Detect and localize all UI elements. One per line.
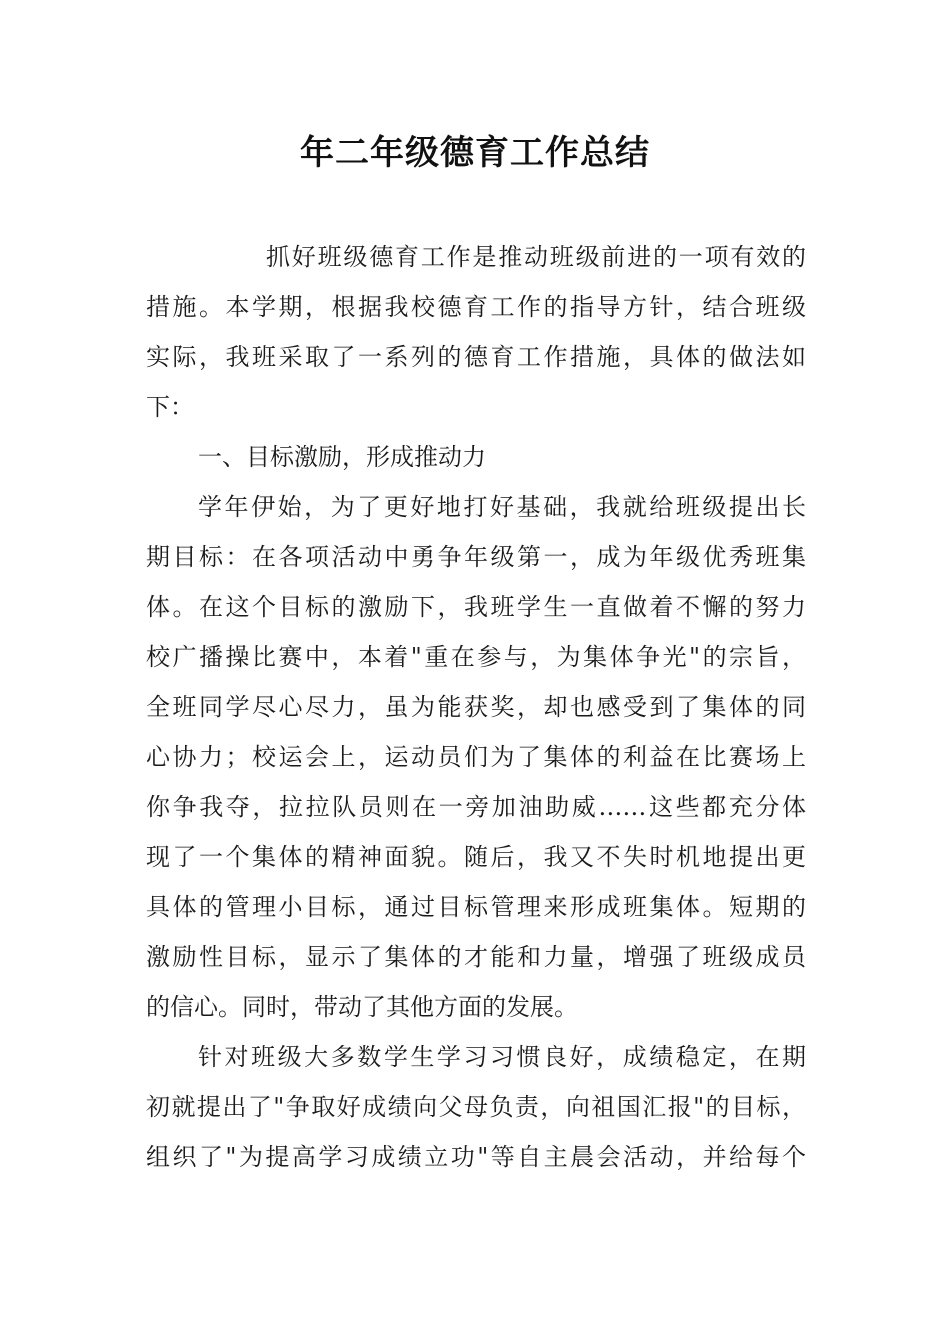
document-title: 年二年级德育工作总结 xyxy=(300,133,650,173)
document-body xyxy=(146,232,806,1182)
paragraph-1-line-4: 下： xyxy=(146,393,194,421)
paragraph-2-line-6: 心协力；校运会上，运动员们为了集体的利益在比赛场上 xyxy=(146,743,806,771)
paragraph-1-line-1: 抓好班级德育工作是推动班级前进的一项有效的 xyxy=(266,243,806,271)
paragraph-2-line-4: 校广播操比赛中，本着"重在参与，为集体争光"的宗旨， xyxy=(146,643,806,671)
paragraph-2-line-1: 学年伊始，为了更好地打好基础，我就给班级提出长 xyxy=(198,493,806,521)
paragraph-2-line-11: 的信心。同时，带动了其他方面的发展。 xyxy=(146,993,578,1021)
paragraph-2-line-2: 期目标：在各项活动中勇争年级第一，成为年级优秀班集 xyxy=(146,543,806,571)
paragraph-1-line-3: 实际，我班采取了一系列的德育工作措施，具体的做法如 xyxy=(146,343,806,371)
paragraph-3-line-1: 针对班级大多数学生学习习惯良好，成绩稳定，在期 xyxy=(198,1043,806,1071)
paragraph-3-line-3: 组织了"为提高学习成绩立功"等自主晨会活动，并给每个 xyxy=(146,1143,806,1171)
paragraph-2-line-7: 你争我夺，拉拉队员则在一旁加油助威……这些都充分体 xyxy=(146,793,806,821)
paragraph-3-line-2: 初就提出了"争取好成绩向父母负责，向祖国汇报"的目标， xyxy=(146,1093,806,1121)
paragraph-2-line-5: 全班同学尽心尽力，虽为能获奖，却也感受到了集体的同 xyxy=(146,693,806,721)
paragraph-2-line-10: 激励性目标，显示了集体的才能和力量，增强了班级成员 xyxy=(146,943,806,971)
paragraph-1-line-2: 措施。本学期，根据我校德育工作的指导方针，结合班级 xyxy=(146,293,806,321)
paragraph-2-line-8: 现了一个集体的精神面貌。随后，我又不失时机地提出更 xyxy=(146,843,806,871)
paragraph-2-line-9: 具体的管理小目标，通过目标管理来形成班集体。短期的 xyxy=(146,893,806,921)
paragraph-2-line-3: 体。在这个目标的激励下，我班学生一直做着不懈的努力 xyxy=(146,593,806,621)
section-heading-1: 一、目标激励，形成推动力 xyxy=(198,443,486,471)
